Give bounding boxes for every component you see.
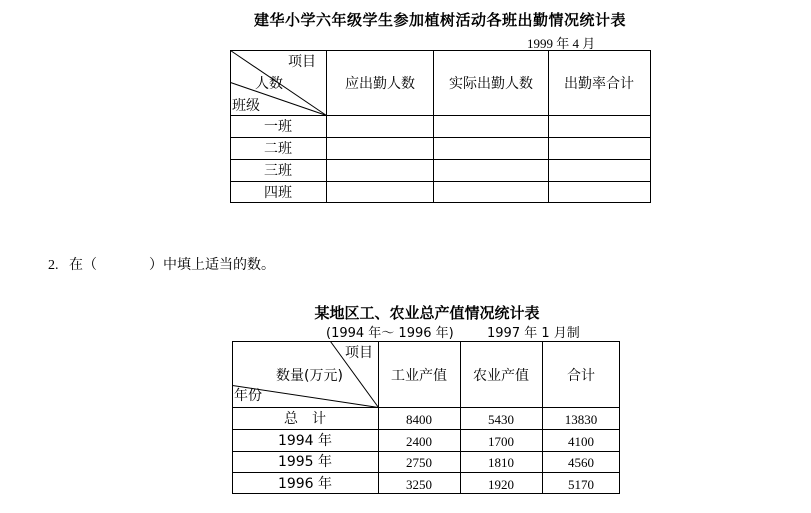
- table2-cell: 4560: [568, 455, 594, 470]
- table1-header: 实际出勤人数: [449, 76, 533, 92]
- table1-corner-top: 项目: [288, 54, 316, 70]
- table1-row-label: 四班: [264, 185, 292, 201]
- table1-border: [231, 51, 651, 203]
- table2-row-label: 1994 年: [277, 433, 333, 449]
- table1-row-label: 三班: [264, 163, 292, 179]
- table1-header: 应出勤人数: [345, 76, 415, 92]
- table1-row-label: 二班: [264, 141, 292, 157]
- table2-corner-top: 项目: [345, 345, 373, 361]
- table1-title: 建华小学六年级学生参加植树活动各班出勤情况统计表: [253, 11, 626, 29]
- table1: [231, 51, 651, 203]
- table2-made-date: 1997 年 1 月制: [487, 326, 580, 341]
- table2-title: 某地区工、农业总产值情况统计表: [314, 304, 540, 322]
- table1-date: 1999 年 4 月: [527, 36, 596, 51]
- table2-row-label: 总 计: [284, 411, 326, 427]
- table2-row-label: 1996 年: [277, 476, 333, 492]
- table2-header: 工业产值: [391, 368, 447, 384]
- table2-corner-middle: 数量(万元): [276, 368, 343, 384]
- table2-cell: 13830: [564, 412, 598, 427]
- question-text-after: ）中填上适当的数。: [148, 257, 275, 273]
- table2-cell: 3250: [406, 477, 432, 492]
- table2-header: 农业产值: [473, 368, 529, 384]
- table2-cell: 8400: [406, 412, 432, 427]
- table2-cell: 2750: [406, 455, 432, 470]
- table2-cell: 1810: [488, 455, 514, 470]
- table2-header: 合计: [567, 368, 595, 384]
- table1-corner-bottom: 班级: [232, 98, 260, 114]
- table2-period: (1994 年～ 1996 年): [326, 326, 454, 341]
- table2-cell: 5170: [568, 477, 594, 492]
- table2-corner-bottom: 年份: [234, 388, 262, 404]
- question-number: 2.: [48, 258, 59, 273]
- table1-header: 出勤率合计: [564, 76, 634, 92]
- table2-cell: 2400: [406, 434, 432, 449]
- table1-row-label: 一班: [264, 119, 292, 135]
- question-2: [48, 254, 275, 274]
- table2-cell: 1920: [488, 477, 514, 492]
- table2-cell: 5430: [488, 412, 514, 427]
- table2-cell: 4100: [568, 434, 594, 449]
- table1-corner-middle: 人数: [255, 76, 283, 92]
- table2-row-label: 1995 年: [277, 454, 333, 470]
- table2-cell: 1700: [488, 434, 514, 449]
- question-text-before: 在（: [68, 257, 97, 273]
